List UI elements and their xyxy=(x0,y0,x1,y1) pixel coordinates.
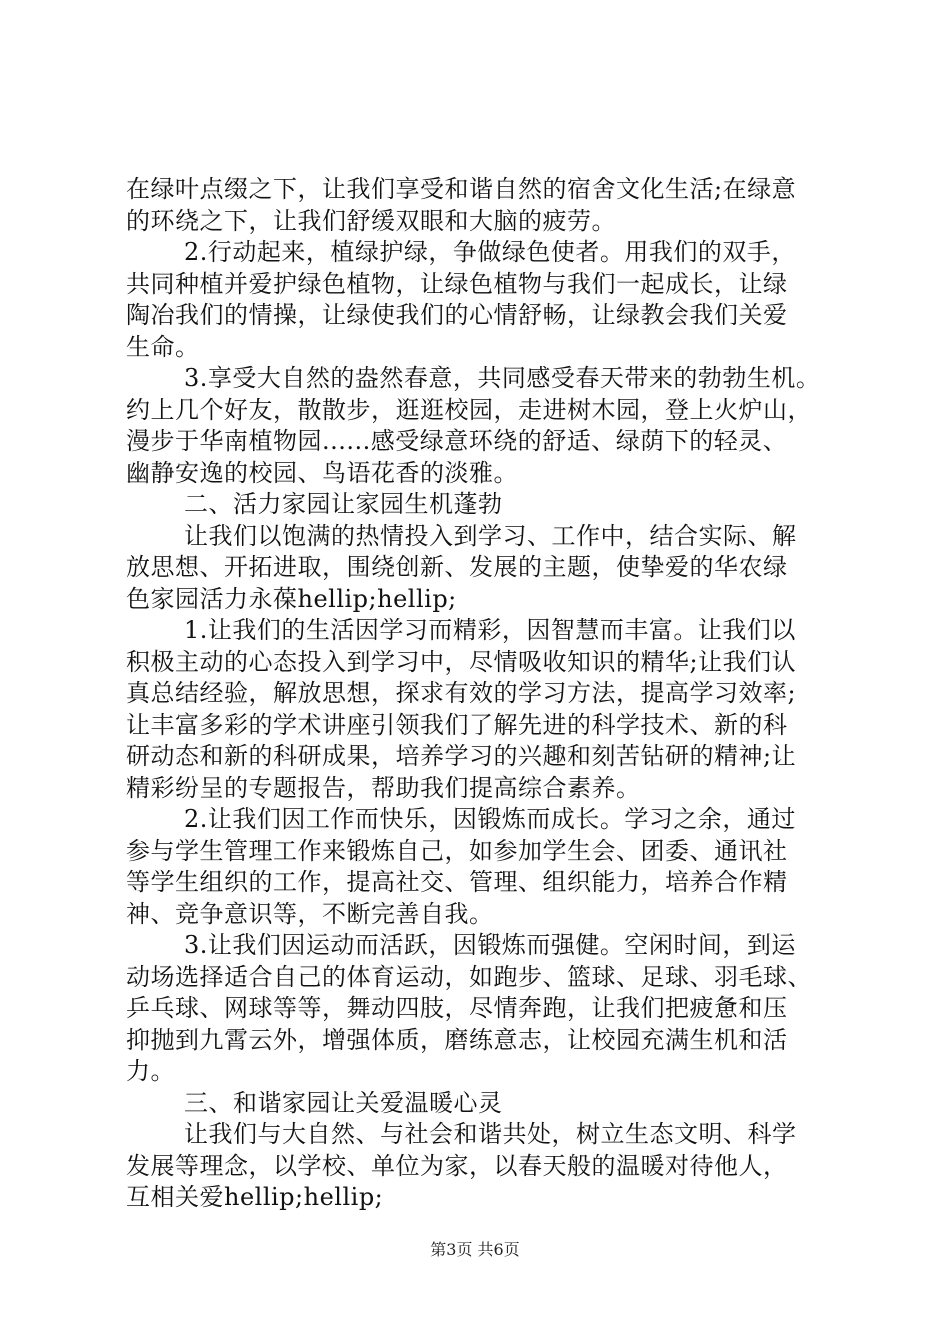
text-line: 共同种植并爱护绿色植物，让绿色植物与我们一起成长，让绿 xyxy=(126,269,788,298)
text-line: 3.让我们因运动而活跃，因锻炼而强健。空闲时间，到运 xyxy=(184,931,796,959)
text-line: 乒乓球、网球等等，舞动四肢，尽情奔跑，让我们把疲惫和压 xyxy=(126,994,788,1022)
document-body xyxy=(126,174,846,1214)
text-line: 陶冶我们的情操，让绿使我们的心情舒畅，让绿教会我们关爱 xyxy=(126,301,788,329)
text-line: 生命。 xyxy=(126,332,200,361)
text-line: 积极主动的心态投入到学习中，尽情吸收知识的精华;让我们认 xyxy=(126,647,797,676)
text-line: 精彩纷呈的专题报告，帮助我们提高综合素养。 xyxy=(126,773,641,802)
text-line: 三、和谐家园让关爱温暖心灵 xyxy=(184,1088,503,1117)
text-line: 研动态和新的科研成果，培养学习的兴趣和刻苦钻研的精神;让 xyxy=(126,742,797,770)
text-line: 的环绕之下，让我们舒缓双眼和大脑的疲劳。 xyxy=(126,206,616,235)
text-line: 抑抛到九霄云外，增强体质，磨练意志，让校园充满生机和活 xyxy=(126,1025,788,1054)
text-line: 力。 xyxy=(126,1057,175,1085)
text-line: 让我们与大自然、与社会和谐共处，树立生态文明、科学 xyxy=(184,1120,797,1148)
text-line: 2.行动起来，植绿护绿，争做绿色使者。用我们的双手， xyxy=(184,238,796,266)
text-line: 发展等理念，以学校、单位为家，以春天般的温暖对待他人， xyxy=(126,1151,788,1180)
text-line: 等学生组织的工作，提高社交、管理、组织能力，培养合作精 xyxy=(126,868,788,896)
text-line: 约上几个好友，散散步，逛逛校园，走进树木园，登上火炉山， xyxy=(126,395,812,424)
text-line: 让丰富多彩的学术讲座引领我们了解先进的科学技术、新的科 xyxy=(126,710,788,739)
text-line: 动场选择适合自己的体育运动，如跑步、篮球、足球、羽毛球、 xyxy=(126,962,812,991)
text-line: 3.享受大自然的盎然春意，共同感受春天带来的勃勃生机。 xyxy=(184,364,821,392)
text-line: 漫步于华南植物园......感受绿意环绕的舒适、绿荫下的轻灵、 xyxy=(126,427,788,455)
text-line: 2.让我们因工作而快乐，因锻炼而成长。学习之余，通过 xyxy=(184,805,796,833)
text-line: 让我们以饱满的热情投入到学习、工作中，结合实际、解 xyxy=(184,521,797,550)
text-line: 1.让我们的生活因学习而精彩，因智慧而丰富。让我们以 xyxy=(184,616,796,644)
text-line: 色家园活力永葆hellip;hellip; xyxy=(126,584,457,613)
text-line: 互相关爱hellip;hellip; xyxy=(126,1183,384,1211)
page-footer: 第3页 共6页 xyxy=(430,1240,520,1259)
text-line: 神、竞争意识等，不断完善自我。 xyxy=(126,899,494,928)
text-line: 在绿叶点缀之下，让我们享受和谐自然的宿舍文化生活;在绿意 xyxy=(126,175,797,203)
text-line: 二、活力家园让家园生机蓬勃 xyxy=(184,490,503,518)
text-line: 真总结经验，解放思想，探求有效的学习方法，提高学习效率; xyxy=(126,679,797,707)
text-line: 幽静安逸的校园、鸟语花香的淡雅。 xyxy=(126,458,518,487)
text-line: 参与学生管理工作来锻炼自己，如参加学生会、团委、通讯社 xyxy=(126,836,788,865)
text-line: 放思想、开拓进取，围绕创新、发展的主题，使挚爱的华农绿 xyxy=(126,553,788,581)
